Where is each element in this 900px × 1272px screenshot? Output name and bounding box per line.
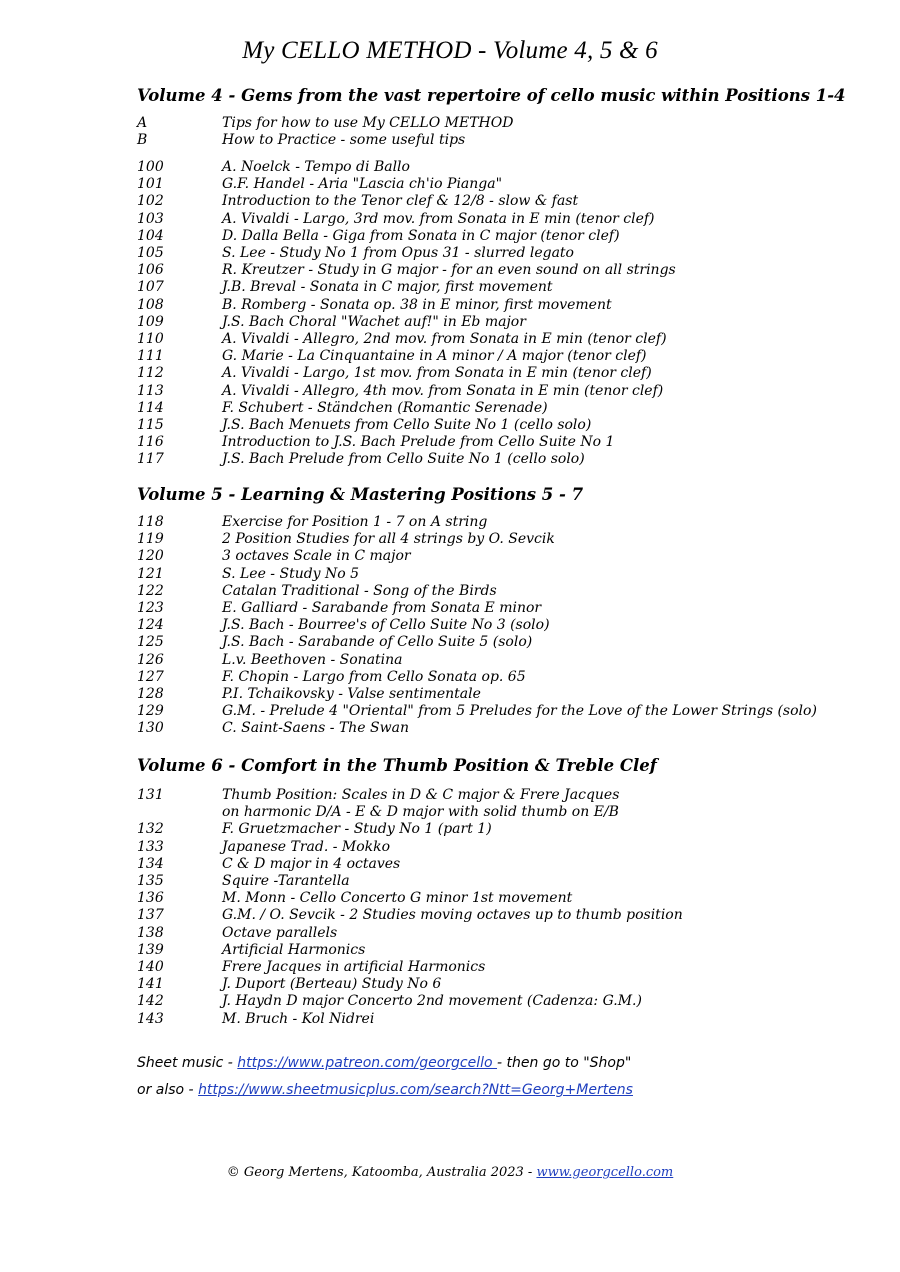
volume-5-heading: Volume 5 - Learning & Mastering Positions 5 - 7 (137, 485, 584, 504)
item-title: P.I. Tchaikovsky - Valse sentimentale (222, 686, 481, 703)
list-item (137, 1011, 683, 1028)
item-number: 120 (137, 548, 164, 565)
item-number: 115 (137, 417, 164, 434)
list-item (137, 686, 817, 703)
item-number: 103 (137, 210, 164, 227)
item-number: 117 (137, 451, 164, 468)
item-number: 129 (137, 703, 164, 720)
also-prefix: or also - (137, 1082, 199, 1098)
list-item (137, 873, 683, 890)
item-number: 104 (137, 227, 164, 244)
list-item (137, 548, 817, 565)
list-item (137, 959, 683, 976)
item-number: 124 (137, 617, 164, 634)
list-item (137, 993, 683, 1010)
list-item (137, 159, 676, 176)
item-title: A. Vivaldi - Largo, 3rd mov. from Sonata in E min (tenor clef) (222, 210, 655, 227)
list-item (137, 890, 683, 907)
item-number: 142 (137, 993, 164, 1010)
list-item (137, 856, 683, 873)
item-title: J. Haydn D major Concerto 2nd movement (Cadenza: G.M.) (222, 993, 642, 1010)
item-number: 118 (137, 514, 164, 530)
item-number: 132 (137, 821, 164, 838)
item-title: J.S. Bach - Sarabande of Cello Suite 5 (solo) (222, 634, 533, 651)
item-title: on harmonic D/A - E & D major with solid thumb on E/B (222, 804, 619, 821)
list-item (137, 228, 676, 245)
item-title: M. Bruch - Kol Nidrei (222, 1010, 375, 1027)
item-number: 138 (137, 924, 164, 941)
volume-5-list (137, 514, 817, 738)
item-title: Frere Jacques in artificial Harmonics (222, 959, 486, 976)
sheet-music-prefix: Sheet music - (137, 1055, 238, 1071)
item-number: 110 (137, 331, 164, 348)
item-title: F. Schubert - Ständchen (Romantic Serenade) (222, 399, 548, 416)
item-number: 140 (137, 959, 164, 976)
item-number: 127 (137, 668, 164, 685)
page-title: My CELLO METHOD - Volume 4, 5 & 6 (242, 37, 658, 64)
item-title: R. Kreutzer - Study in G major - for an even sound on all strings (222, 262, 676, 279)
item-title: J.S. Bach - Bourree's of Cello Suite No 3 (solo) (222, 617, 550, 634)
item-title: A. Vivaldi - Allegro, 2nd mov. from Sonata in E min (tenor clef) (222, 331, 667, 348)
list-item (137, 176, 676, 193)
item-number: 131 (137, 787, 164, 803)
list-item (137, 434, 676, 451)
list-item (137, 652, 817, 669)
item-title: How to Practice - some useful tips (222, 132, 466, 149)
item-title: Introduction to the Tenor clef & 12/8 - slow & fast (222, 193, 579, 210)
item-number: 141 (137, 976, 164, 993)
list-item (137, 279, 676, 296)
sheetmusicplus-line (137, 1082, 633, 1098)
list-item (137, 314, 676, 331)
list-item (137, 115, 513, 132)
item-title: G. Marie - La Cinquantaine in A minor / A major (tenor clef) (222, 348, 647, 365)
list-item (137, 787, 683, 804)
item-number: 121 (137, 565, 164, 582)
item-number: A (137, 115, 148, 131)
item-title: G.M. / O. Sevcik - 2 Studies moving octaves up to thumb position (222, 907, 683, 924)
item-title: B. Romberg - Sonata op. 38 in E minor, first movement (222, 296, 612, 313)
list-item (137, 193, 676, 210)
item-number: 139 (137, 941, 164, 958)
item-number: 130 (137, 720, 164, 737)
list-item (137, 383, 676, 400)
list-item (137, 514, 817, 531)
item-title: L.v. Beethoven - Sonatina (222, 651, 403, 668)
list-item (137, 600, 817, 617)
sheet-music-suffix: - then go to "Shop" (497, 1055, 632, 1071)
list-item (137, 821, 683, 838)
item-title: J. Duport (Berteau) Study No 6 (222, 976, 442, 993)
list-item (137, 634, 817, 651)
item-number: 102 (137, 193, 164, 210)
item-number: 126 (137, 651, 164, 668)
item-number: 100 (137, 159, 164, 175)
item-title: C & D major in 4 octaves (222, 855, 401, 872)
item-title: A. Vivaldi - Largo, 1st mov. from Sonata in E min (tenor clef) (222, 365, 652, 382)
item-number: 143 (137, 1010, 164, 1027)
item-number: 106 (137, 262, 164, 279)
item-number: 109 (137, 313, 164, 330)
item-title: S. Lee - Study No 5 (222, 565, 360, 582)
item-title: A. Noelck - Tempo di Ballo (222, 159, 410, 175)
item-number: 135 (137, 873, 164, 890)
list-item (137, 942, 683, 959)
item-title: G.F. Handel - Aria "Lascia ch'io Pianga" (222, 176, 503, 193)
list-item (137, 703, 817, 720)
item-title: Exercise for Position 1 - 7 on A string (222, 514, 488, 530)
item-number: 122 (137, 582, 164, 599)
item-number: 125 (137, 634, 164, 651)
list-item (137, 365, 676, 382)
item-number: 105 (137, 245, 164, 262)
item-number: 101 (137, 176, 164, 193)
sheet-music-line (137, 1055, 633, 1071)
list-item (137, 907, 683, 924)
item-title: Japanese Trad. - Mokko (222, 838, 391, 855)
footer (0, 1165, 900, 1180)
item-number: 113 (137, 382, 164, 399)
item-title: J.S. Bach Menuets from Cello Suite No 1 (cello solo) (222, 417, 592, 434)
item-title: A. Vivaldi - Allegro, 4th mov. from Sonata in E min (tenor clef) (222, 382, 664, 399)
item-title: C. Saint-Saens - The Swan (222, 720, 409, 737)
list-item (137, 669, 817, 686)
item-title: 3 octaves Scale in C major (222, 548, 411, 565)
item-number: 116 (137, 434, 164, 451)
item-title: Squire -Tarantella (222, 873, 350, 890)
list-item (137, 720, 817, 737)
item-title: Thumb Position: Scales in D & C major & Frere Jacques (222, 787, 620, 803)
list-item (137, 976, 683, 993)
list-item (137, 348, 676, 365)
item-title: M. Monn - Cello Concerto G minor 1st movement (222, 890, 573, 907)
item-number: 137 (137, 907, 164, 924)
item-title: 2 Position Studies for all 4 strings by O. Sevcik (222, 531, 555, 548)
item-number: 108 (137, 296, 164, 313)
item-number (137, 804, 222, 821)
list-item (137, 400, 676, 417)
list-item (137, 566, 817, 583)
website-link[interactable]: www.georgcello.com (536, 1165, 674, 1180)
item-title: Catalan Traditional - Song of the Birds (222, 582, 497, 599)
list-item (137, 925, 683, 942)
list-item (137, 211, 676, 228)
volume-6-list (137, 787, 683, 1028)
volume-6-heading: Volume 6 - Comfort in the Thumb Position & Treble Clef (137, 756, 657, 775)
item-title: Octave parallels (222, 924, 338, 941)
item-number: 107 (137, 279, 164, 296)
list-item (137, 617, 817, 634)
volume-4-list (137, 159, 676, 469)
list-item (137, 417, 676, 434)
item-number: 111 (137, 348, 164, 365)
item-number: 128 (137, 686, 164, 703)
copyright-text: © Georg Mertens, Katoomba, Australia 2023 - (226, 1165, 537, 1180)
item-title: S. Lee - Study No 1 from Opus 31 - slurred legato (222, 245, 574, 262)
item-number: 123 (137, 600, 164, 617)
list-item (137, 451, 676, 468)
list-item (137, 297, 676, 314)
item-title: D. Dalla Bella - Giga from Sonata in C major (tenor clef) (222, 227, 620, 244)
item-number: 133 (137, 838, 164, 855)
list-item (137, 331, 676, 348)
list-item (137, 262, 676, 279)
item-title: Artificial Harmonics (222, 941, 366, 958)
item-title: J.B. Breval - Sonata in C major, first movement (222, 279, 553, 296)
patreon-link[interactable]: https://www.patreon.com/georgcello (237, 1055, 498, 1071)
item-title: G.M. - Prelude 4 "Oriental" from 5 Preludes for the Love of the Lower Strings (solo) (222, 703, 817, 720)
list-item (137, 583, 817, 600)
item-title: J.S. Bach Prelude from Cello Suite No 1 (cello solo) (222, 451, 585, 468)
item-number: 134 (137, 855, 164, 872)
item-number: 119 (137, 531, 164, 548)
list-item (137, 132, 513, 149)
item-title: Introduction to J.S. Bach Prelude from Cello Suite No 1 (222, 434, 615, 451)
item-number: 112 (137, 365, 164, 382)
item-number: B (137, 132, 148, 149)
list-item (137, 245, 676, 262)
item-title: F. Gruetzmacher - Study No 1 (part 1) (222, 821, 492, 838)
volume-4-heading: Volume 4 - Gems from the vast repertoire of cello music within Positions 1-4 (137, 86, 846, 105)
sheetmusicplus-link[interactable]: https://www.sheetmusicplus.com/search?Ntt=Georg+Mertens (198, 1082, 633, 1098)
list-item (137, 531, 817, 548)
item-title: E. Galliard - Sarabande from Sonata E minor (222, 600, 542, 617)
item-number: 136 (137, 890, 164, 907)
item-title: J.S. Bach Choral "Wachet auf!" in Eb major (222, 313, 526, 330)
item-title: Tips for how to use My CELLO METHOD (222, 115, 514, 131)
item-number: 114 (137, 399, 164, 416)
list-item (137, 839, 683, 856)
list-item (137, 804, 683, 821)
item-title: F. Chopin - Largo from Cello Sonata op. 65 (222, 668, 526, 685)
sheet-music-links (137, 1055, 633, 1098)
volume-4-intro-list (137, 115, 513, 149)
